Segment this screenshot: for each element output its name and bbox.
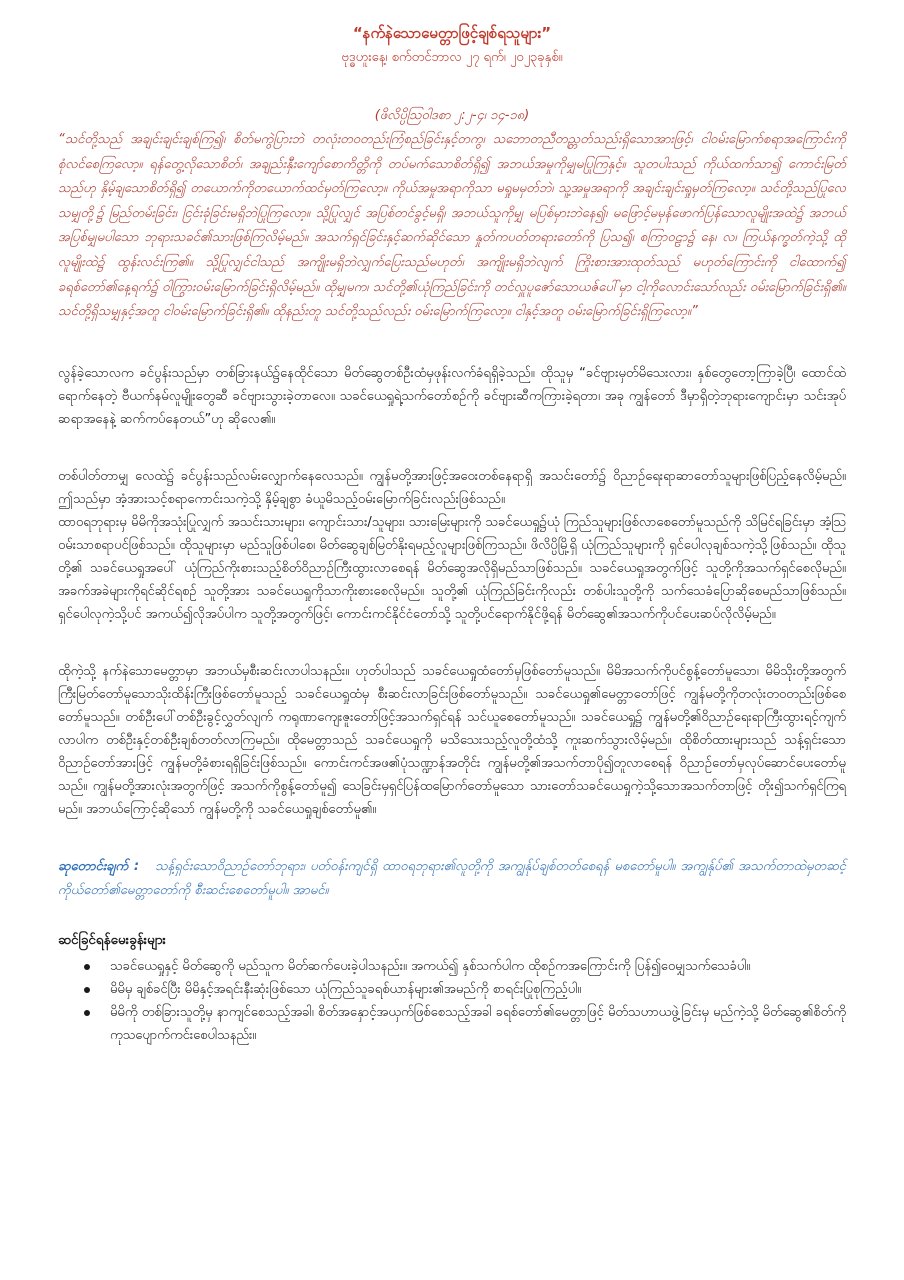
list-item [84, 955, 846, 978]
bullet-icon [84, 964, 90, 970]
scripture-quote [58, 106, 846, 325]
reflection-questions [58, 929, 846, 1047]
prayer-label: ဆုတောင်းချက် : [58, 858, 140, 874]
list-item [84, 1001, 846, 1047]
list-item [84, 978, 846, 1001]
body-paragraph-3: ထာဝရဘုရားမှ မိမိကိုအသုံးပြုလျှက် အသင်းသားများ၊ ကျောင်းသား/သူများ၊ သားမြေးများကို သခင်ယေရှု၌ယုံ ကြည်သူများဖြစ်လာစေတော်မူသည်ကို သိမြင်ရခြင်းမှာ အံ့ဩဝမ်းသာစရာပင်ဖြစ်သည်။ ထိုသူများမှာ မည်သူဖြစ်ပါစေ၊ မိတ်ဆွေချစ်မြတ်နိုးရမည့်လူများဖြစ်ကြသည်။ ဖိလိပ္ပိမြို့ရှိ ယုံကြည်သူများကို ရှင်ပေါလုချစ်သကဲ့သို့ဖြစ်သည်။ ထိုသူတို့၏ သခင်ယေရှုအပေါ် ယုံကြည်ကိုးစားသည့်စိတ်ဝိညာဉ်ကြီးထွားလာစေရန် မိတ်ဆွေအလိုရှိမည်သာဖြစ်သည်။ သခင်ယေရှုအတွက်ဖြင့် သူတို့ကိုအသက်ရှင်စေလိုမည်။ အခက်အခဲများကိုရင်ဆိုင်ရစဉ် သူတို့အား သခင်ယေရှုကိုသာကိုးစားစေလိုမည်။ သူတို့၏ ယုံကြည်ခြင်းကိုလည်း တစ်ပါးသူတို့ကို သက်သေခံပြောဆိုစေမည်သာဖြစ်သည်။ ရှင်ပေါလုကဲ့သို့ပင် အကယ်၍လိုအပ်ပါက သူတို့အတွက်ဖြင့်၊ ကောင်းကင်နိုင်ငံတော်သို့ သူတို့ပင်ရောက်နိုင်ဖို့ရန် မိတ်ဆွေ၏အသက်ကိုပင်ပေးဆပ်လိုလိမ့်မည်။ [58, 514, 846, 622]
page-date: ဗုဒ္ဓဟူးနေ့၊ စက်တင်ဘာလ ၂၇ ရက်၊ ၂၀၂၃ခုနှစ်။ [341, 50, 563, 65]
prayer-text: သန့်ရှင်းသောဝိညာဉ်တော်ဘုရား၊ ပတ်ဝန်းကျင်ရှိ ထာဝရဘုရား၏လူတို့ကို အကျွန်ုပ်ချစ်တတ်စေရန် မစတော်မူပါ။ အကျွန်ုပ်၏ အသက်တာထဲမှတဆင့် ကိုယ်တော်၏မေတ္တာတော်ကို စီးဆင်းစေတော်မူပါ။ အာမင်။ [58, 858, 846, 898]
prayer [58, 855, 846, 903]
question-text: မိမိမှ ချစ်ခင်ပြီး မိမိနှင့်အရင်းနီးဆုံးဖြစ်သော ယုံကြည်သူခရစ်ယာန်များ၏အမည်ကို စာရင်းပြုစုကြည့်ပါ။ [110, 981, 582, 997]
scripture-reference: (ဖိလိပ္ပိဩဝါဒစာ ၂:၂-၄၊ ၁၄-၁၈) [374, 108, 530, 123]
body-paragraph-4: ထိုကဲ့သို့ နက်နဲသောမေတ္တာမှာ အဘယ်မှစီးဆင်းလာပါသနည်း။ ဟုတ်ပါသည် သခင်ယေရှုထံတော်မှဖြစ်တော်မူသည်။ မိမိအသက်ကိုပင်စွန့်တော်မူသော၊ မိမိသိုးတို့အတွက် ကြီးမြတ်တော်မူသောသိုးထိန်းကြီးဖြစ်တော်မူသည့် သခင်ယေရှုထံမှ စီးဆင်းလာခြင်းဖြစ်တော်မူသည်။ သခင်ယေရှု၏မေတ္တာတော်ဖြင့် ကျွန်မတို့ကိုတလုံးတဝတည်းဖြစ်စေတော်မူသည်။ တစ်ဦးပေါ်တစ်ဦးခွင့်လွှတ်လျက် ကရုဏာကျေးဇူးတော်ဖြင့်အသက်ရှင်ရန် သင်ယူစေတော်မူသည်။ သခင်ယေရှု၌ ကျွန်မတို့၏ဝိညာဉ်ရေးရာကြီးထွားရင့်ကျက်လာပါက တစ်ဦးနှင့်တစ်ဦးချစ်တတ်လာကြမည်။ ထိုမေတ္တာသည် သခင်ယေရှုကို မသိသေးသည့်လူတို့ထံသို့ ကူးဆက်သွားလိမ့်မည်။ ထိုစိတ်ထားများသည် သန့်ရှင်းသောဝိညာဉ်တော်အားဖြင့် ကျွန်မတို့ခံစားရရှိခြင်းဖြစ်သည်။ ကောင်းကင်အဖ၏ပုံသဏ္ဍာန်အတိုင်း ကျွန်မတို့၏အသက်တာပို၍တူလာစေရန် ဝိညာဉ်တော်မှလုပ်ဆောင်ပေးတော်မူသည်။ ကျွန်မတို့အားလုံးအတွက်ဖြင့် အသက်ကိုစွန့်တော်မူ၍ သေခြင်းမှရှင်ပြန်ထမြောက်တော်မူသော သားတော်သခင်ယေရှုကဲ့သို့သောအသက်တာဖြင့် တိုး၍သက်ရှင်ကြရမည်။ အဘယ်ကြောင့်ဆိုသော် ကျွန်မတို့ကို သခင်ယေရှုချစ်တော်မူ၏။ [58, 663, 846, 817]
questions-heading: ဆင်ခြင်ရန်မေးခွန်းများ [58, 931, 166, 948]
page-title: “နက်နဲသောမေတ္တာဖြင့်ချစ်ရသူများ” [352, 24, 552, 42]
bullet-icon [84, 1010, 90, 1016]
question-text: သခင်ယေရှုနှင့် မိတ်ဆွေကို မည်သူက မိတ်ဆက်ပေးခဲ့ပါသနည်း။ အကယ်၍ နှစ်သက်ပါက ထိုစဉ်ကအကြောင်းကို ပြန်၍ဝေမျှသက်သေခံပါ။ [110, 958, 751, 974]
body-paragraph-2: တစ်ပါတ်တာမျှ လေထဲ၌ ခင်ပွန်းသည်လမ်းလျှောက်နေလေသည်။ ကျွန်မတို့အားဖြင့်အဝေးတစ်နေရာရှိ အသင်းတော်၌ ဝိညာဉ်ရေးရာဆာတော်သူများဖြစ်ပြည့်နေလိမ့်မည်။ ဤသည်မှာ အံ့အားသင့်စရာကောင်းသကဲ့သို့ နှိမ့်ချစွာ ခံယူမိသည့်ဝမ်းမြောက်ခြင်းလည်းဖြစ်သည်။ [58, 468, 846, 507]
scripture-text: “သင်တို့သည် အချင်းချင်းချစ်ကြ၍၊ စိတ်မကွဲပြားဘဲ တလုံးတဝတည်းကြံစည်ခြင်းနှင့်တကွ၊ သဘောတညီတည္တတ်သည်းရှိသောအားဖြင့်၊ ငါဝမ်းမြောက်စရာအကြောင်းကို စုံလင်စေကြလော့။ ရန်တွေ့လိုသောစိတ်၊ အချည်းနှီးကျော်စောကိတ္တိကို တပ်မက်သောစိတ်ရှိ၍ အဘယ်အမှုကိုမျှမပြုကြနှင့်။ သူတပါးသည် ကိုယ်ထက်သာ၍ ကောင်းမြတ်သည်ဟု နှိမ့်ချသောစိတ်ရှိ၍ တယောက်ကိုတယောက်ထင်မှတ်ကြလော့။ ကိုယ်အမှုအရာကိုသာ မရှုမမှတ်ဘဲ၊ သူ့အမှုအရာကို အချင်းချင်းရှုမှတ်ကြလော့။ သင်တို့သည်ပြုလေသမျှတို့၌ မြည်တမ်းခြင်း၊ ငြင်းခုံခြင်းမရှိဘဲပြုကြလော့။ သို့ပြုလျှင် အပြစ်တင်ခွင့်မရှိ၊ အဘယ်သူကိုမျှ မပြစ်မှားဘဲနေ၍၊ မဖြောင့်မမှန်ဖောက်ပြန်သောလူမျိုးအထဲ၌ အဘယ်အပြစ်မျှမပါသော ဘုရားသခင်၏သားဖြစ်ကြလိမ့်မည်။ အသက်ရှင်ခြင်းနှင့်ဆက်ဆိုင်သော နှုတ်ကပတ်တရားတော်ကို ပြသ၍၊ စကြာဝဠာ၌ နေ၊ လ၊ ကြယ်နက္ခတ်ကဲ့သို့ ထိုလူမျိုးထဲ၌ ထွန်းလင်းကြ၏။ သို့ပြုလျှင်ငါသည် အကျိုးမရှိဘဲလျှက်ပြေးသည်မဟုတ်၊ အကျိုးမရှိဘဲလျက် ကြိုးစားအားထုတ်သည် မဟုတ်ကြောင်းကို ငါထောက်၍ ခရစ်တော်၏နေ့ရက်၌ ဝါကြွားဝမ်းမြောက်ခြင်းရှိလိမ့်မည်။ ထိုမျှမက၊ သင်တို့၏ယုံကြည်ခြင်းကို တင်လှူပူဇော်သောယဇ်ပေါ်မှာ ငါ့ကိုလောင်းသော်လည်း ဝမ်းမြောက်ခြင်းရှိ၏။ သင်တို့ရှိသမျှနှင့်အတူ ငါဝမ်းမြောက်ခြင်းရှိ၏။ ထိုနည်းတူ သင်တို့သည်လည်း ဝမ်းမြောက်ကြလော့။ ငါနှင့်အတူ ဝမ်းမြောက်ခြင်းရှိကြလော့။” [58, 132, 846, 320]
body-paragraph-1: လွန်ခဲ့သောလက ခင်ပွန်းသည်မှာ တစ်ခြားနယ်၌နေထိုင်သော မိတ်ဆွေတစ်ဦးထံမှဖုန်းလက်ခံရရှိခဲ့သည်။ ထိုသူမှ “ခင်ဗျားမှတ်မိသေးလား၊ နှစ်တွေတော့ကြာခဲ့ပြီ၊ ထောင်ထဲရောက်နေတဲ့ ဗီယက်နမ်လူမျိုးတွေဆီ ခင်ဗျားသွားခဲ့တာလေ။ သခင်ယေရှုရဲ့သက်တော်စဉ်ကို ခင်ဗျားဆီကကြားခဲ့ရတာ၊ အခု ကျွန်တော် ဒီမှာရှိတဲ့ဘုရားကျောင်းမှာ သင်းအုပ်ဆရာအနေနဲ့ ဆက်ကပ်နေတယ်”ဟု ဆိုလေ၏။ [58, 365, 846, 427]
questions-list [58, 955, 846, 1047]
question-text: မိမိကို တစ်ခြားသူတို့မှ နာကျင်စေသည့်အခါ၊ စိတ်အနှောင့်အယှက်ဖြစ်စေသည့်အခါ ခရစ်တော်၏မေတ္တာဖြင့် မိတ်သဟာယဖွဲ့ခြင်းမှ မည်ကဲ့သို့ မိတ်ဆွေ၏စိတ်ကို ကုသပျောက်ကင်းစေပါသနည်း။ [110, 1004, 846, 1043]
bullet-icon [84, 987, 90, 993]
